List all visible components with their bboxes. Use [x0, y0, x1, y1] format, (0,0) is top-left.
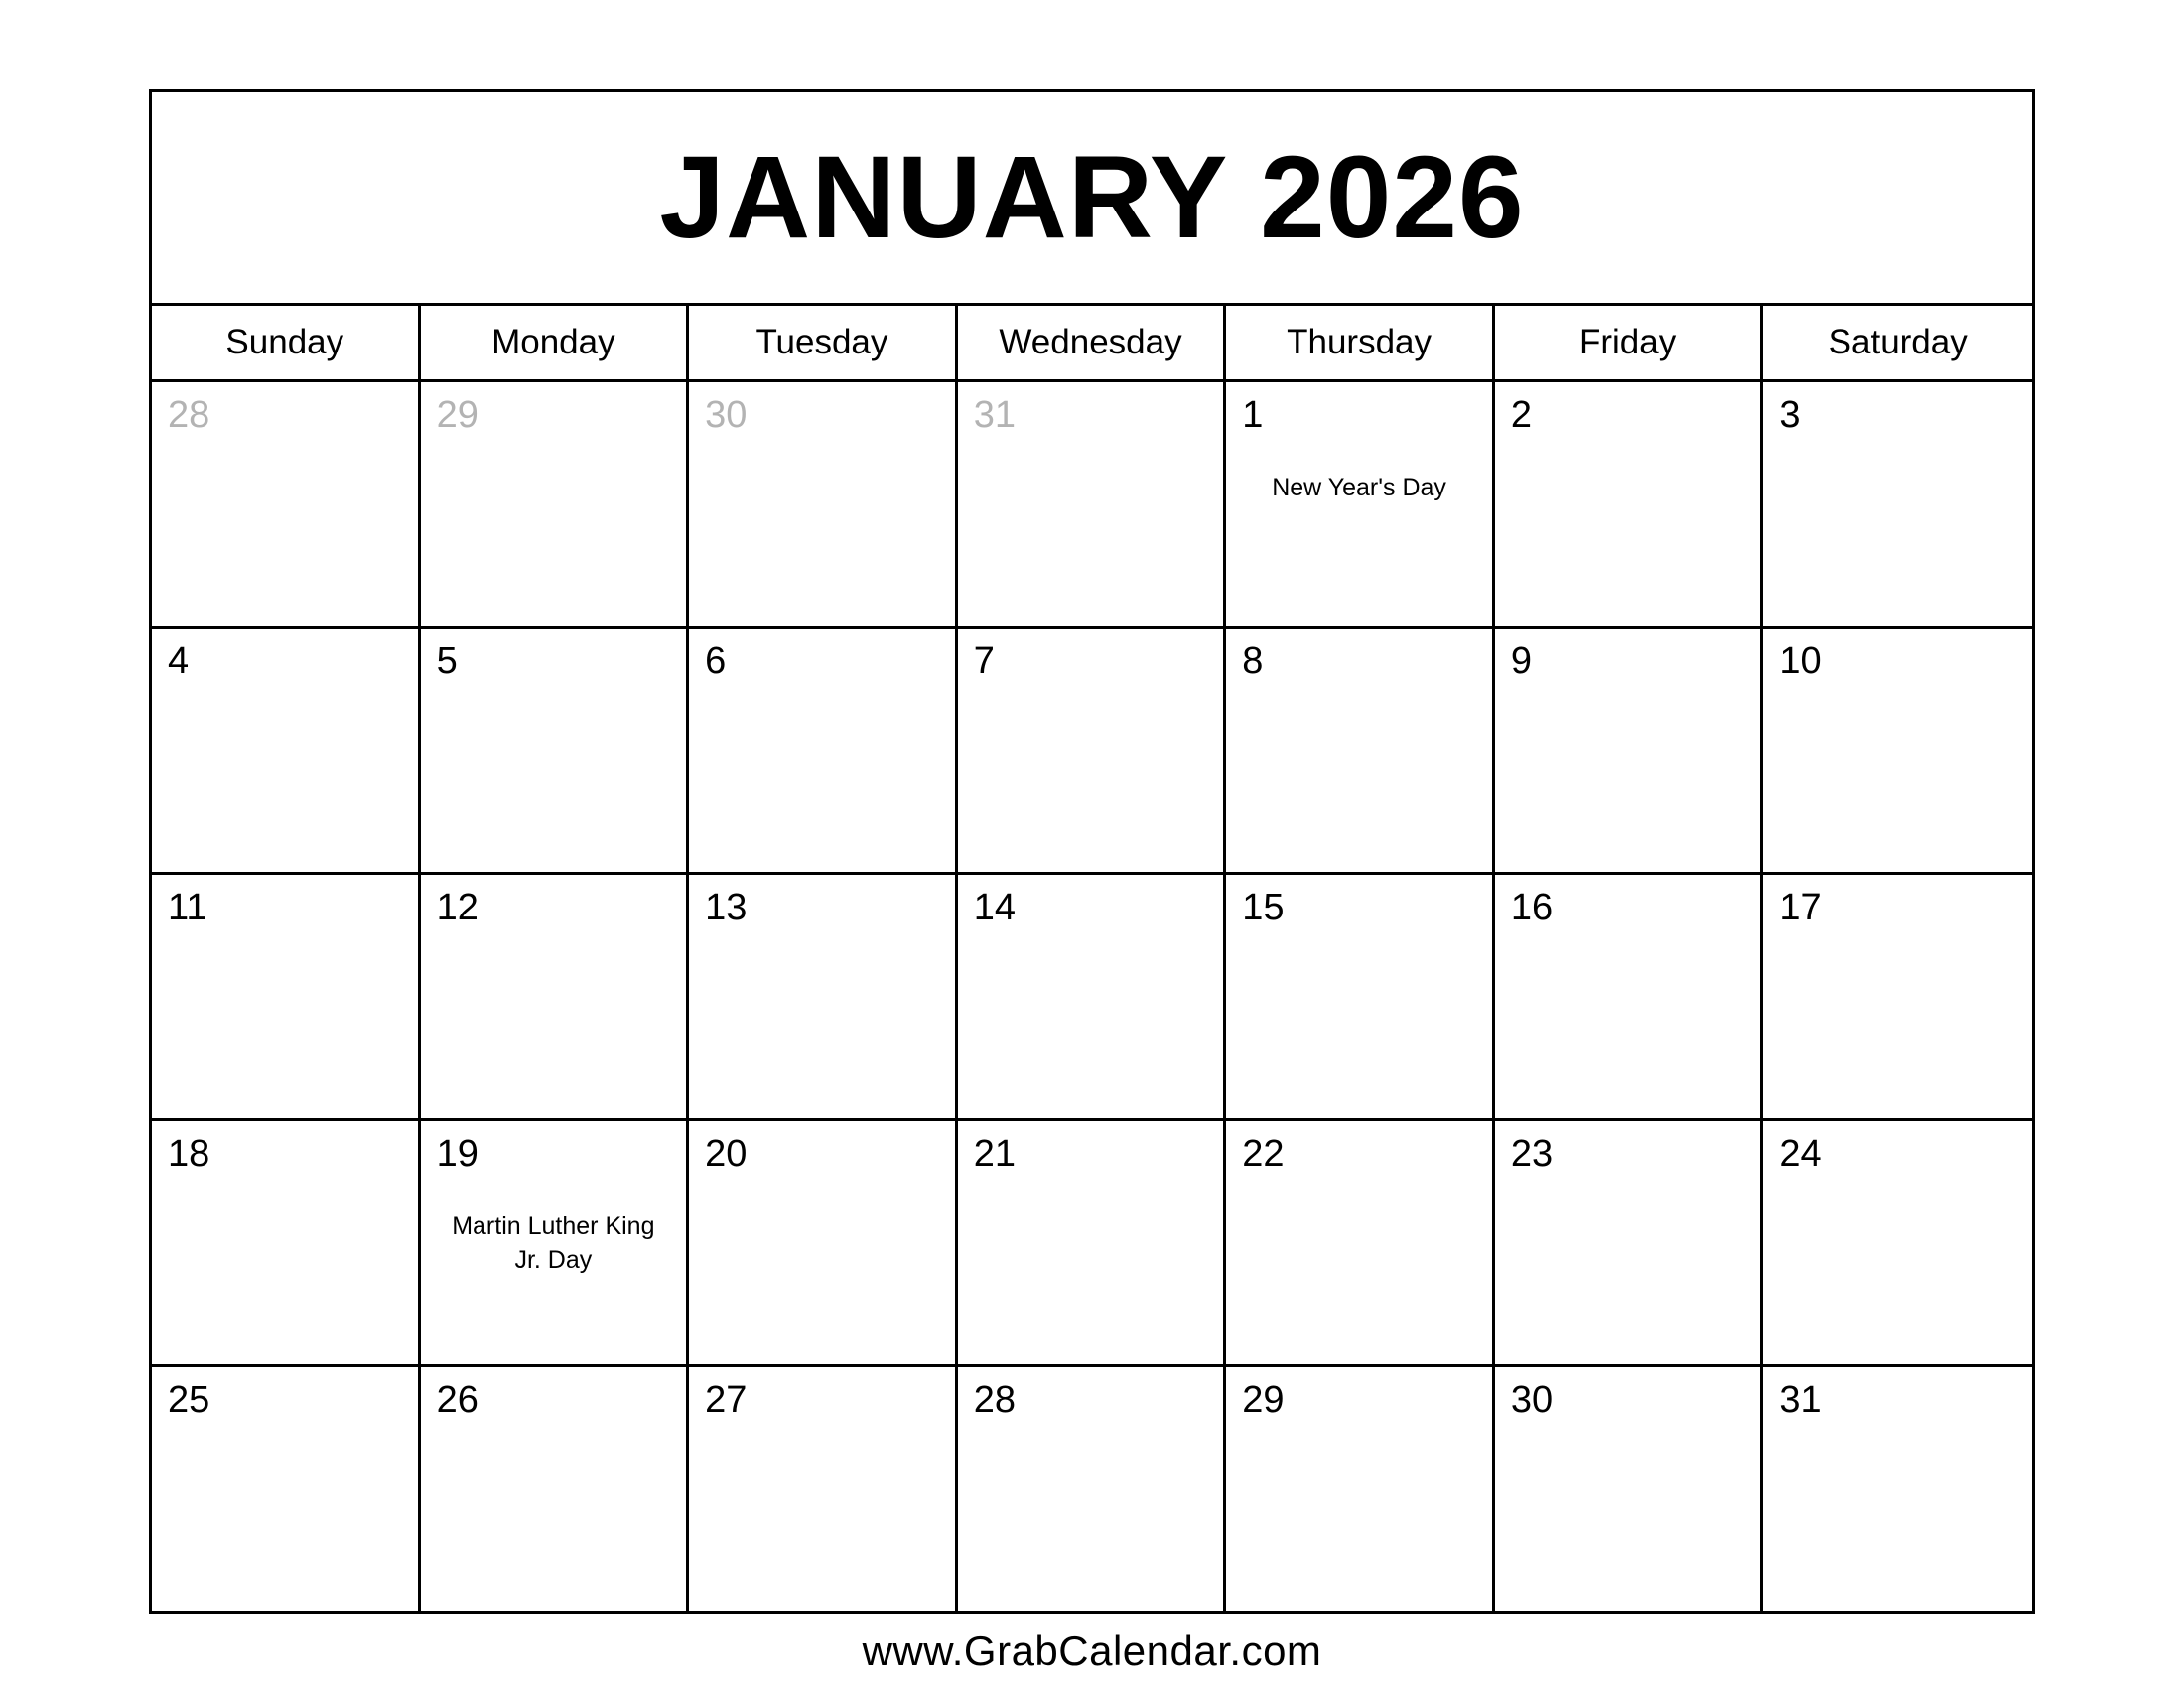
week-row [152, 1367, 2032, 1611]
day-cell[interactable] [689, 1367, 958, 1611]
day-cell[interactable] [1495, 382, 1764, 626]
day-cell[interactable] [1495, 1121, 1764, 1364]
day-cell[interactable] [421, 1367, 690, 1611]
day-cell[interactable] [1763, 382, 2032, 626]
holiday-label: New Year's Day [1272, 474, 1446, 501]
day-cell[interactable] [1763, 1121, 2032, 1364]
day-number: 3 [1779, 394, 1801, 436]
weekday-header-saturday: Saturday [1828, 323, 1968, 361]
day-cell[interactable] [1763, 875, 2032, 1118]
day-cell[interactable] [1763, 629, 2032, 872]
day-cell[interactable] [152, 1367, 421, 1611]
day-number: 29 [1242, 1379, 1285, 1421]
day-cell[interactable] [958, 1367, 1227, 1611]
day-number: 2 [1510, 394, 1532, 436]
day-cell[interactable] [958, 1121, 1227, 1364]
day-number: 4 [168, 640, 190, 682]
day-cell[interactable] [421, 629, 690, 872]
week-row [152, 629, 2032, 875]
day-cell[interactable] [152, 629, 421, 872]
day-number: 8 [1242, 640, 1264, 682]
day-number: 31 [973, 394, 1016, 436]
day-cell[interactable] [421, 1121, 690, 1364]
week-row [152, 382, 2032, 629]
page-title: JANUARY 2026 [659, 132, 1525, 263]
day-number: 31 [1779, 1379, 1822, 1421]
week-row [152, 875, 2032, 1121]
day-number: 7 [973, 640, 995, 682]
day-cell[interactable] [1495, 1367, 1764, 1611]
day-cell[interactable] [1226, 1121, 1495, 1364]
day-number: 1 [1242, 394, 1264, 436]
day-number: 22 [1242, 1133, 1285, 1175]
day-number: 10 [1779, 640, 1822, 682]
day-number: 25 [168, 1379, 210, 1421]
day-number: 13 [705, 887, 748, 928]
day-number: 12 [436, 887, 478, 928]
day-cell[interactable] [152, 875, 421, 1118]
day-cell[interactable] [1226, 382, 1495, 626]
day-cell[interactable] [958, 382, 1227, 626]
day-number: 14 [973, 887, 1016, 928]
day-number: 11 [168, 887, 207, 928]
day-number: 19 [436, 1133, 478, 1175]
day-number: 29 [436, 394, 478, 436]
website-label: www.GrabCalendar.com [862, 1626, 1322, 1674]
day-cell[interactable] [1226, 1367, 1495, 1611]
calendar-footer [149, 1614, 2035, 1688]
day-number: 9 [1510, 640, 1532, 682]
day-cell[interactable] [689, 1121, 958, 1364]
day-cell[interactable] [689, 629, 958, 872]
weekday-header-row [152, 306, 2032, 382]
day-number: 27 [705, 1379, 748, 1421]
day-number: 5 [436, 640, 458, 682]
day-number: 24 [1779, 1133, 1822, 1175]
day-cell[interactable] [1495, 629, 1764, 872]
day-number: 23 [1510, 1133, 1554, 1175]
day-number: 15 [1242, 887, 1285, 928]
weekday-header-monday: Monday [421, 306, 690, 379]
day-number: 28 [973, 1379, 1016, 1421]
weekday-header-wednesday: Wednesday [958, 306, 1227, 379]
day-number: 18 [168, 1133, 210, 1175]
week-row [152, 1121, 2032, 1367]
day-cell[interactable] [958, 875, 1227, 1118]
day-number: 17 [1779, 887, 1822, 928]
day-cell[interactable] [689, 875, 958, 1118]
weekday-header-tuesday: Tuesday [689, 306, 958, 379]
day-cell[interactable] [152, 1121, 421, 1364]
calendar-grid [152, 382, 2032, 1611]
calendar-sheet [149, 89, 2035, 1614]
day-cell[interactable] [689, 382, 958, 626]
weekday-header-friday: Friday [1495, 306, 1764, 379]
day-number: 30 [1510, 1379, 1554, 1421]
day-cell[interactable] [1495, 875, 1764, 1118]
weekday-header-thursday: Thursday [1226, 306, 1495, 379]
calendar-title-row [152, 92, 2032, 306]
day-cell[interactable] [1763, 1367, 2032, 1611]
day-number: 21 [973, 1133, 1016, 1175]
day-number: 6 [705, 640, 727, 682]
day-cell[interactable] [1226, 629, 1495, 872]
day-cell[interactable] [421, 875, 690, 1118]
weekday-header-sunday: Sunday [152, 306, 421, 379]
day-cell[interactable] [152, 382, 421, 626]
day-cell[interactable] [958, 629, 1227, 872]
day-number: 28 [168, 394, 210, 436]
day-cell[interactable] [421, 382, 690, 626]
day-number: 16 [1510, 887, 1554, 928]
day-cell[interactable] [1226, 875, 1495, 1118]
holiday-label: Martin Luther King Jr. Day [452, 1212, 655, 1274]
day-number: 30 [705, 394, 748, 436]
day-number: 26 [436, 1379, 478, 1421]
day-number: 20 [705, 1133, 748, 1175]
